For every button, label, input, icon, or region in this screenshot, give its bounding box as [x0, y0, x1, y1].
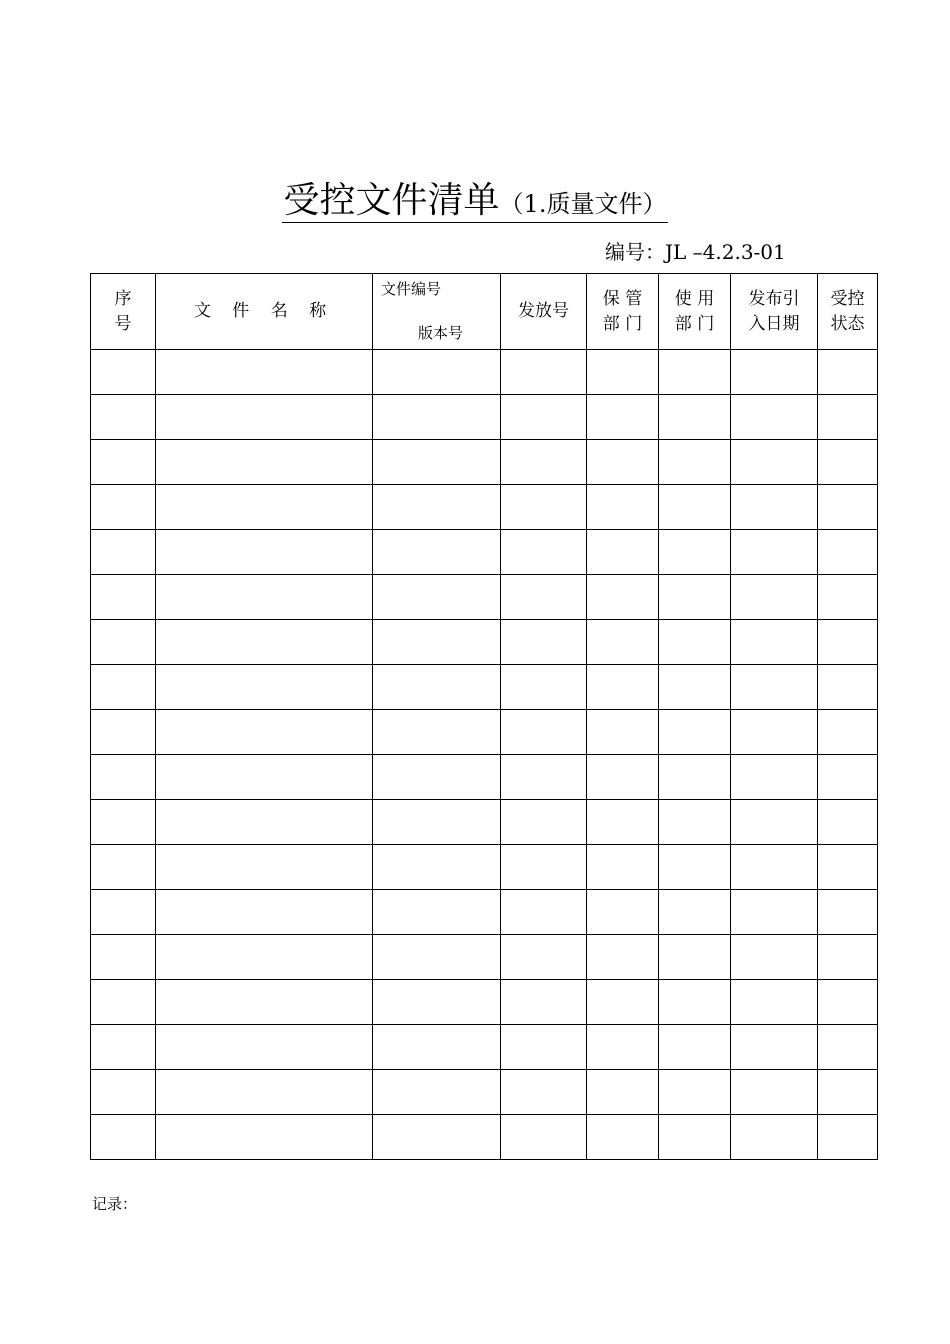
table-cell: [818, 935, 878, 980]
title-main: 受控文件清单: [283, 180, 500, 221]
table-cell: [659, 530, 731, 575]
header-file-code-version: [373, 274, 501, 350]
table-cell: [587, 710, 659, 755]
table-cell: [373, 935, 501, 980]
table-cell: [501, 710, 587, 755]
table-cell: [731, 620, 818, 665]
table-row: [91, 620, 878, 665]
table-cell: [731, 935, 818, 980]
table-cell: [818, 1070, 878, 1115]
table-cell: [659, 890, 731, 935]
header-keeping-dept: 保 管 部 门: [587, 274, 659, 350]
table-cell: [587, 800, 659, 845]
table-cell: [818, 485, 878, 530]
table-cell: [501, 440, 587, 485]
table-cell: [91, 710, 156, 755]
table-row: [91, 1025, 878, 1070]
table-cell: [731, 395, 818, 440]
table-cell: [373, 710, 501, 755]
table-cell: [659, 1115, 731, 1160]
table-row: [91, 485, 878, 530]
table-row: [91, 800, 878, 845]
header-seq: 序 号: [91, 274, 156, 350]
header-release-date: 发布引 入日期: [731, 274, 818, 350]
table-body: [91, 350, 878, 1160]
table-cell: [373, 620, 501, 665]
table-cell: [91, 440, 156, 485]
table-cell: [587, 395, 659, 440]
table-cell: [91, 935, 156, 980]
table-header-row: [91, 274, 878, 350]
table-cell: [501, 980, 587, 1025]
table-cell: [659, 980, 731, 1025]
controlled-files-table: [90, 273, 878, 1160]
table-cell: [501, 845, 587, 890]
table-row: [91, 1070, 878, 1115]
table-cell: [156, 1115, 373, 1160]
table-cell: [373, 800, 501, 845]
table-cell: [91, 980, 156, 1025]
table-cell: [91, 1115, 156, 1160]
document-title: [0, 180, 950, 223]
table-cell: [659, 845, 731, 890]
table-cell: [818, 755, 878, 800]
header-using-dept: 使 用 部 门: [659, 274, 731, 350]
table-cell: [501, 485, 587, 530]
table-cell: [373, 1070, 501, 1115]
table-cell: [156, 620, 373, 665]
table-cell: [659, 485, 731, 530]
table-row: [91, 530, 878, 575]
table-cell: [156, 845, 373, 890]
table-cell: [156, 665, 373, 710]
table-cell: [659, 1025, 731, 1070]
table-cell: [91, 890, 156, 935]
table-cell: [501, 395, 587, 440]
table-row: [91, 395, 878, 440]
header-controlled-status: 受控 状态: [818, 274, 878, 350]
table-cell: [91, 395, 156, 440]
table-cell: [731, 1070, 818, 1115]
table-cell: [587, 755, 659, 800]
table-row: [91, 980, 878, 1025]
table-cell: [818, 530, 878, 575]
table-cell: [373, 485, 501, 530]
table-row: [91, 350, 878, 395]
table-cell: [659, 935, 731, 980]
table-cell: [373, 440, 501, 485]
table-cell: [91, 755, 156, 800]
table-cell: [731, 980, 818, 1025]
table-cell: [587, 665, 659, 710]
table-cell: [373, 530, 501, 575]
table-cell: [156, 575, 373, 620]
table-cell: [501, 530, 587, 575]
table-row: [91, 935, 878, 980]
table-cell: [818, 710, 878, 755]
header-file-code: 文件编号: [381, 280, 442, 298]
table-cell: [587, 1070, 659, 1115]
table-cell: [373, 980, 501, 1025]
table-cell: [659, 710, 731, 755]
table-cell: [501, 890, 587, 935]
table-cell: [731, 800, 818, 845]
table-cell: [91, 620, 156, 665]
table-cell: [501, 665, 587, 710]
table-row: [91, 440, 878, 485]
table-cell: [731, 845, 818, 890]
table-cell: [731, 530, 818, 575]
table-cell: [91, 350, 156, 395]
table-cell: [156, 1025, 373, 1070]
table-row: [91, 710, 878, 755]
table-cell: [156, 485, 373, 530]
record-label: 记录：: [92, 1195, 138, 1213]
table-row: [91, 845, 878, 890]
table-cell: [373, 665, 501, 710]
table-cell: [818, 980, 878, 1025]
table-cell: [731, 890, 818, 935]
table-cell: [156, 980, 373, 1025]
title-sub: （1.质量文件）: [499, 190, 667, 218]
table-cell: [731, 1115, 818, 1160]
table-cell: [91, 845, 156, 890]
table-cell: [731, 485, 818, 530]
table-cell: [659, 395, 731, 440]
table-cell: [731, 710, 818, 755]
table-cell: [659, 800, 731, 845]
table-cell: [156, 800, 373, 845]
table-cell: [91, 1070, 156, 1115]
table-cell: [91, 530, 156, 575]
table-cell: [731, 440, 818, 485]
table-cell: [91, 1025, 156, 1070]
table-cell: [373, 1025, 501, 1070]
title-underlined: [282, 180, 669, 223]
table-cell: [501, 1115, 587, 1160]
table-cell: [156, 710, 373, 755]
table-cell: [659, 350, 731, 395]
table-cell: [501, 755, 587, 800]
table-cell: [659, 575, 731, 620]
table-row: [91, 575, 878, 620]
table-cell: [731, 350, 818, 395]
table-cell: [373, 755, 501, 800]
table-cell: [156, 935, 373, 980]
table-cell: [587, 890, 659, 935]
table-cell: [818, 440, 878, 485]
table-cell: [501, 1070, 587, 1115]
table-cell: [587, 1115, 659, 1160]
table-row: [91, 665, 878, 710]
table-cell: [91, 665, 156, 710]
table-cell: [501, 575, 587, 620]
table-cell: [818, 620, 878, 665]
table-cell: [501, 935, 587, 980]
table-cell: [156, 440, 373, 485]
table-cell: [373, 575, 501, 620]
table-cell: [156, 755, 373, 800]
table-cell: [818, 800, 878, 845]
table-cell: [818, 845, 878, 890]
table-cell: [818, 890, 878, 935]
table-cell: [91, 800, 156, 845]
table-cell: [587, 935, 659, 980]
table-cell: [731, 1025, 818, 1070]
table-cell: [373, 1115, 501, 1160]
table-cell: [156, 890, 373, 935]
table-cell: [91, 575, 156, 620]
table-row: [91, 1115, 878, 1160]
table-cell: [587, 485, 659, 530]
table-cell: [91, 485, 156, 530]
table-cell: [587, 980, 659, 1025]
table-cell: [501, 1025, 587, 1070]
table-cell: [587, 575, 659, 620]
table-row: [91, 755, 878, 800]
table-cell: [587, 350, 659, 395]
table-cell: [818, 1115, 878, 1160]
table-cell: [818, 1025, 878, 1070]
table-cell: [501, 620, 587, 665]
document-code: 编号：JL –4.2.3-01: [605, 240, 786, 264]
table-cell: [587, 440, 659, 485]
table-cell: [501, 800, 587, 845]
table-cell: [587, 530, 659, 575]
table-cell: [731, 665, 818, 710]
table-cell: [659, 620, 731, 665]
table-cell: [156, 395, 373, 440]
table-cell: [373, 845, 501, 890]
table-cell: [659, 1070, 731, 1115]
header-version: 版本号: [418, 324, 464, 343]
table-cell: [659, 440, 731, 485]
table-cell: [731, 575, 818, 620]
table-cell: [818, 665, 878, 710]
header-issue-no: 发放号: [501, 274, 587, 350]
table-row: [91, 890, 878, 935]
table-cell: [501, 350, 587, 395]
table-cell: [156, 530, 373, 575]
table-cell: [156, 1070, 373, 1115]
table-cell: [587, 845, 659, 890]
table-cell: [818, 575, 878, 620]
table-cell: [731, 755, 818, 800]
table-cell: [373, 890, 501, 935]
table-cell: [818, 350, 878, 395]
table-cell: [373, 350, 501, 395]
table-cell: [373, 395, 501, 440]
table-cell: [659, 665, 731, 710]
table-cell: [587, 620, 659, 665]
table-cell: [156, 350, 373, 395]
table-cell: [587, 1025, 659, 1070]
header-file-name: 文 件 名 称: [156, 274, 373, 350]
table-cell: [818, 395, 878, 440]
table-cell: [659, 755, 731, 800]
